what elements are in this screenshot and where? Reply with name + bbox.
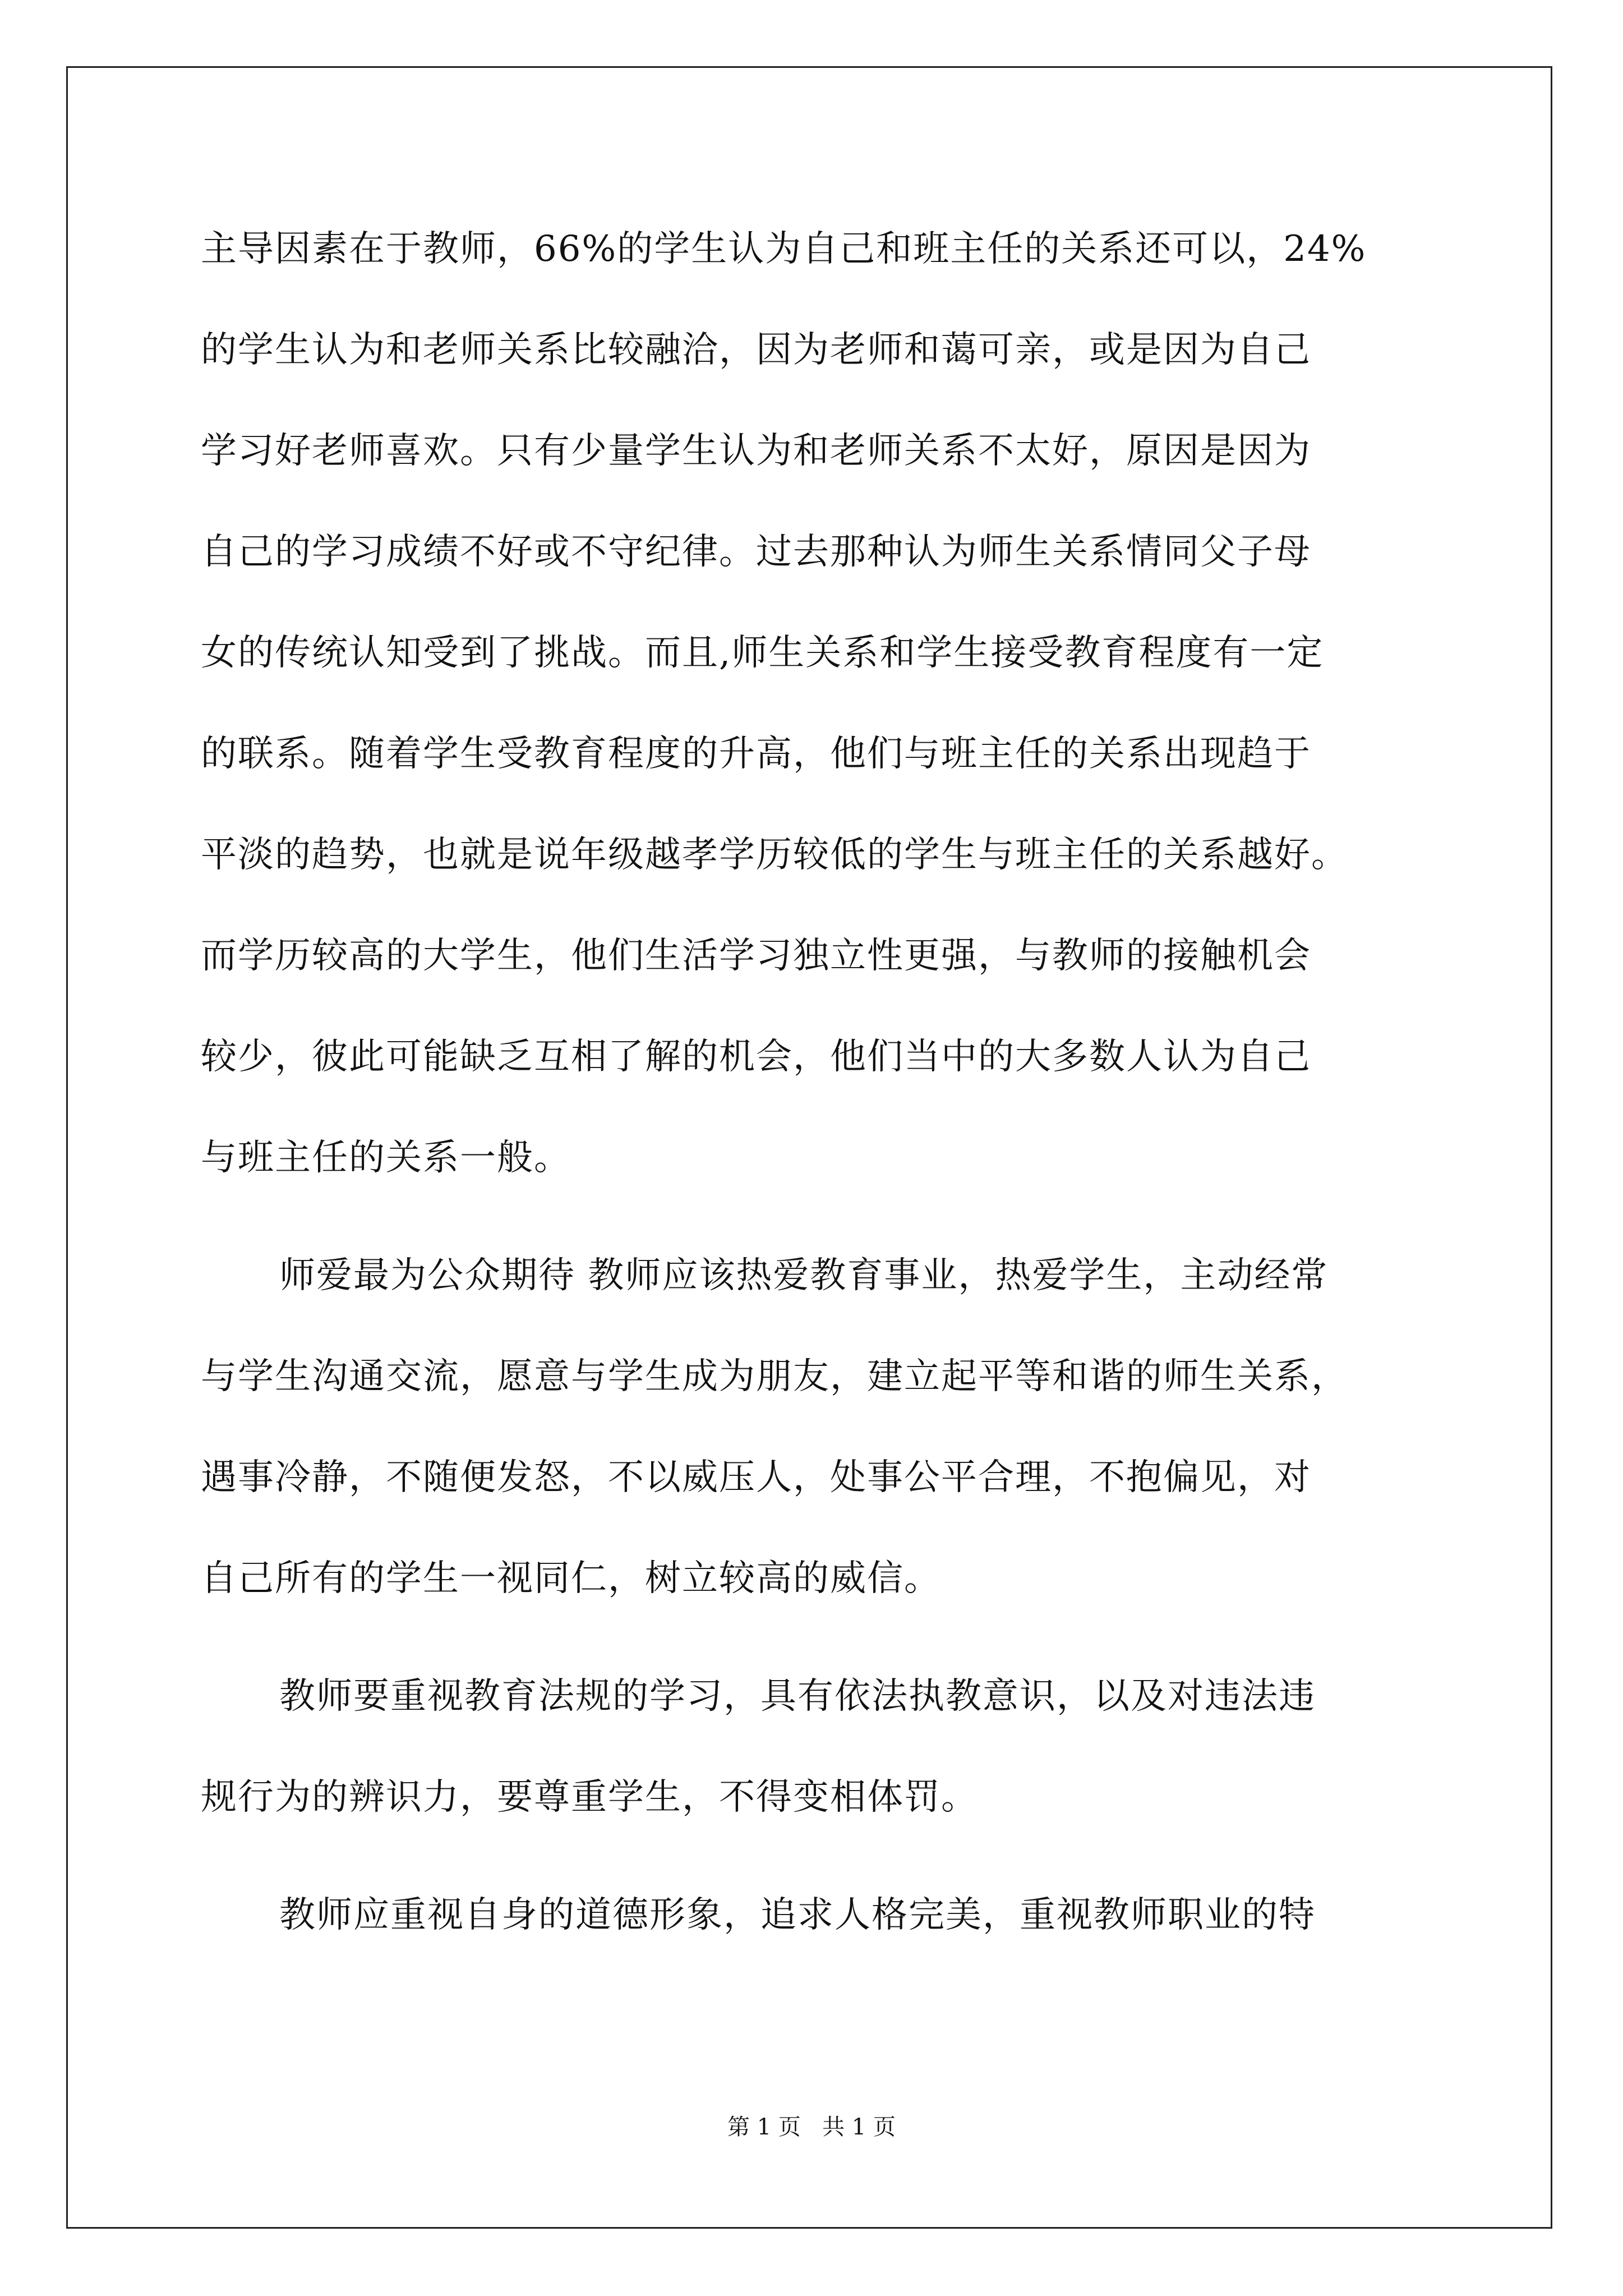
text-line: 自己的学习成绩不好或不守纪律。过去那种认为师生关系情同父子母 bbox=[201, 531, 1311, 573]
paragraph-first-line: 教师要重视教育法规的学习，具有依法执教意识，以及对违法违 bbox=[279, 1676, 1316, 1717]
text-line: 女的传统认知受到了挑战。而且,师生关系和学生接受教育程度有一定 bbox=[201, 632, 1324, 674]
text-line: 的联系。随着学生受教育程度的升高，他们与班主任的关系出现趋于 bbox=[201, 733, 1311, 775]
text-line: 学习好老师喜欢。只有少量学生认为和老师关系不太好，原因是因为 bbox=[201, 430, 1311, 472]
text-line: 而学历较高的大学生，他们生活学习独立性更强，与教师的接触机会 bbox=[201, 935, 1311, 977]
text-line: 主导因素在于教师，66%的学生认为自己和班主任的关系还可以，24% bbox=[201, 228, 1367, 270]
page-number-footer: 第 1 页 共 1 页 bbox=[727, 2114, 896, 2140]
text-line: 与班主任的关系一般。 bbox=[201, 1137, 571, 1179]
text-line: 遇事冷静，不随便发怒，不以威压人，处事公平合理，不抱偏见，对 bbox=[201, 1457, 1311, 1498]
paragraph-first-line: 教师应重视自身的道德形象，追求人格完美，重视教师职业的特 bbox=[279, 1894, 1316, 1936]
text-line: 的学生认为和老师关系比较融洽，因为老师和蔼可亲，或是因为自己 bbox=[201, 329, 1311, 371]
text-line: 与学生沟通交流，愿意与学生成为朋友，建立起平等和谐的师生关系， bbox=[201, 1356, 1348, 1397]
text-line: 平淡的趋势，也就是说年级越孝学历较低的学生与班主任的关系越好。 bbox=[201, 834, 1348, 876]
text-line: 规行为的辨识力，要尊重学生，不得变相体罚。 bbox=[201, 1777, 978, 1818]
text-line: 自己所有的学生一视同仁，树立较高的威信。 bbox=[201, 1558, 941, 1599]
text-line: 较少，彼此可能缺乏互相了解的机会，他们当中的大多数人认为自己 bbox=[201, 1036, 1311, 1078]
paragraph-first-line: 师爱最为公众期待 教师应该热爱教育事业，热爱学生，主动经常 bbox=[279, 1255, 1329, 1296]
